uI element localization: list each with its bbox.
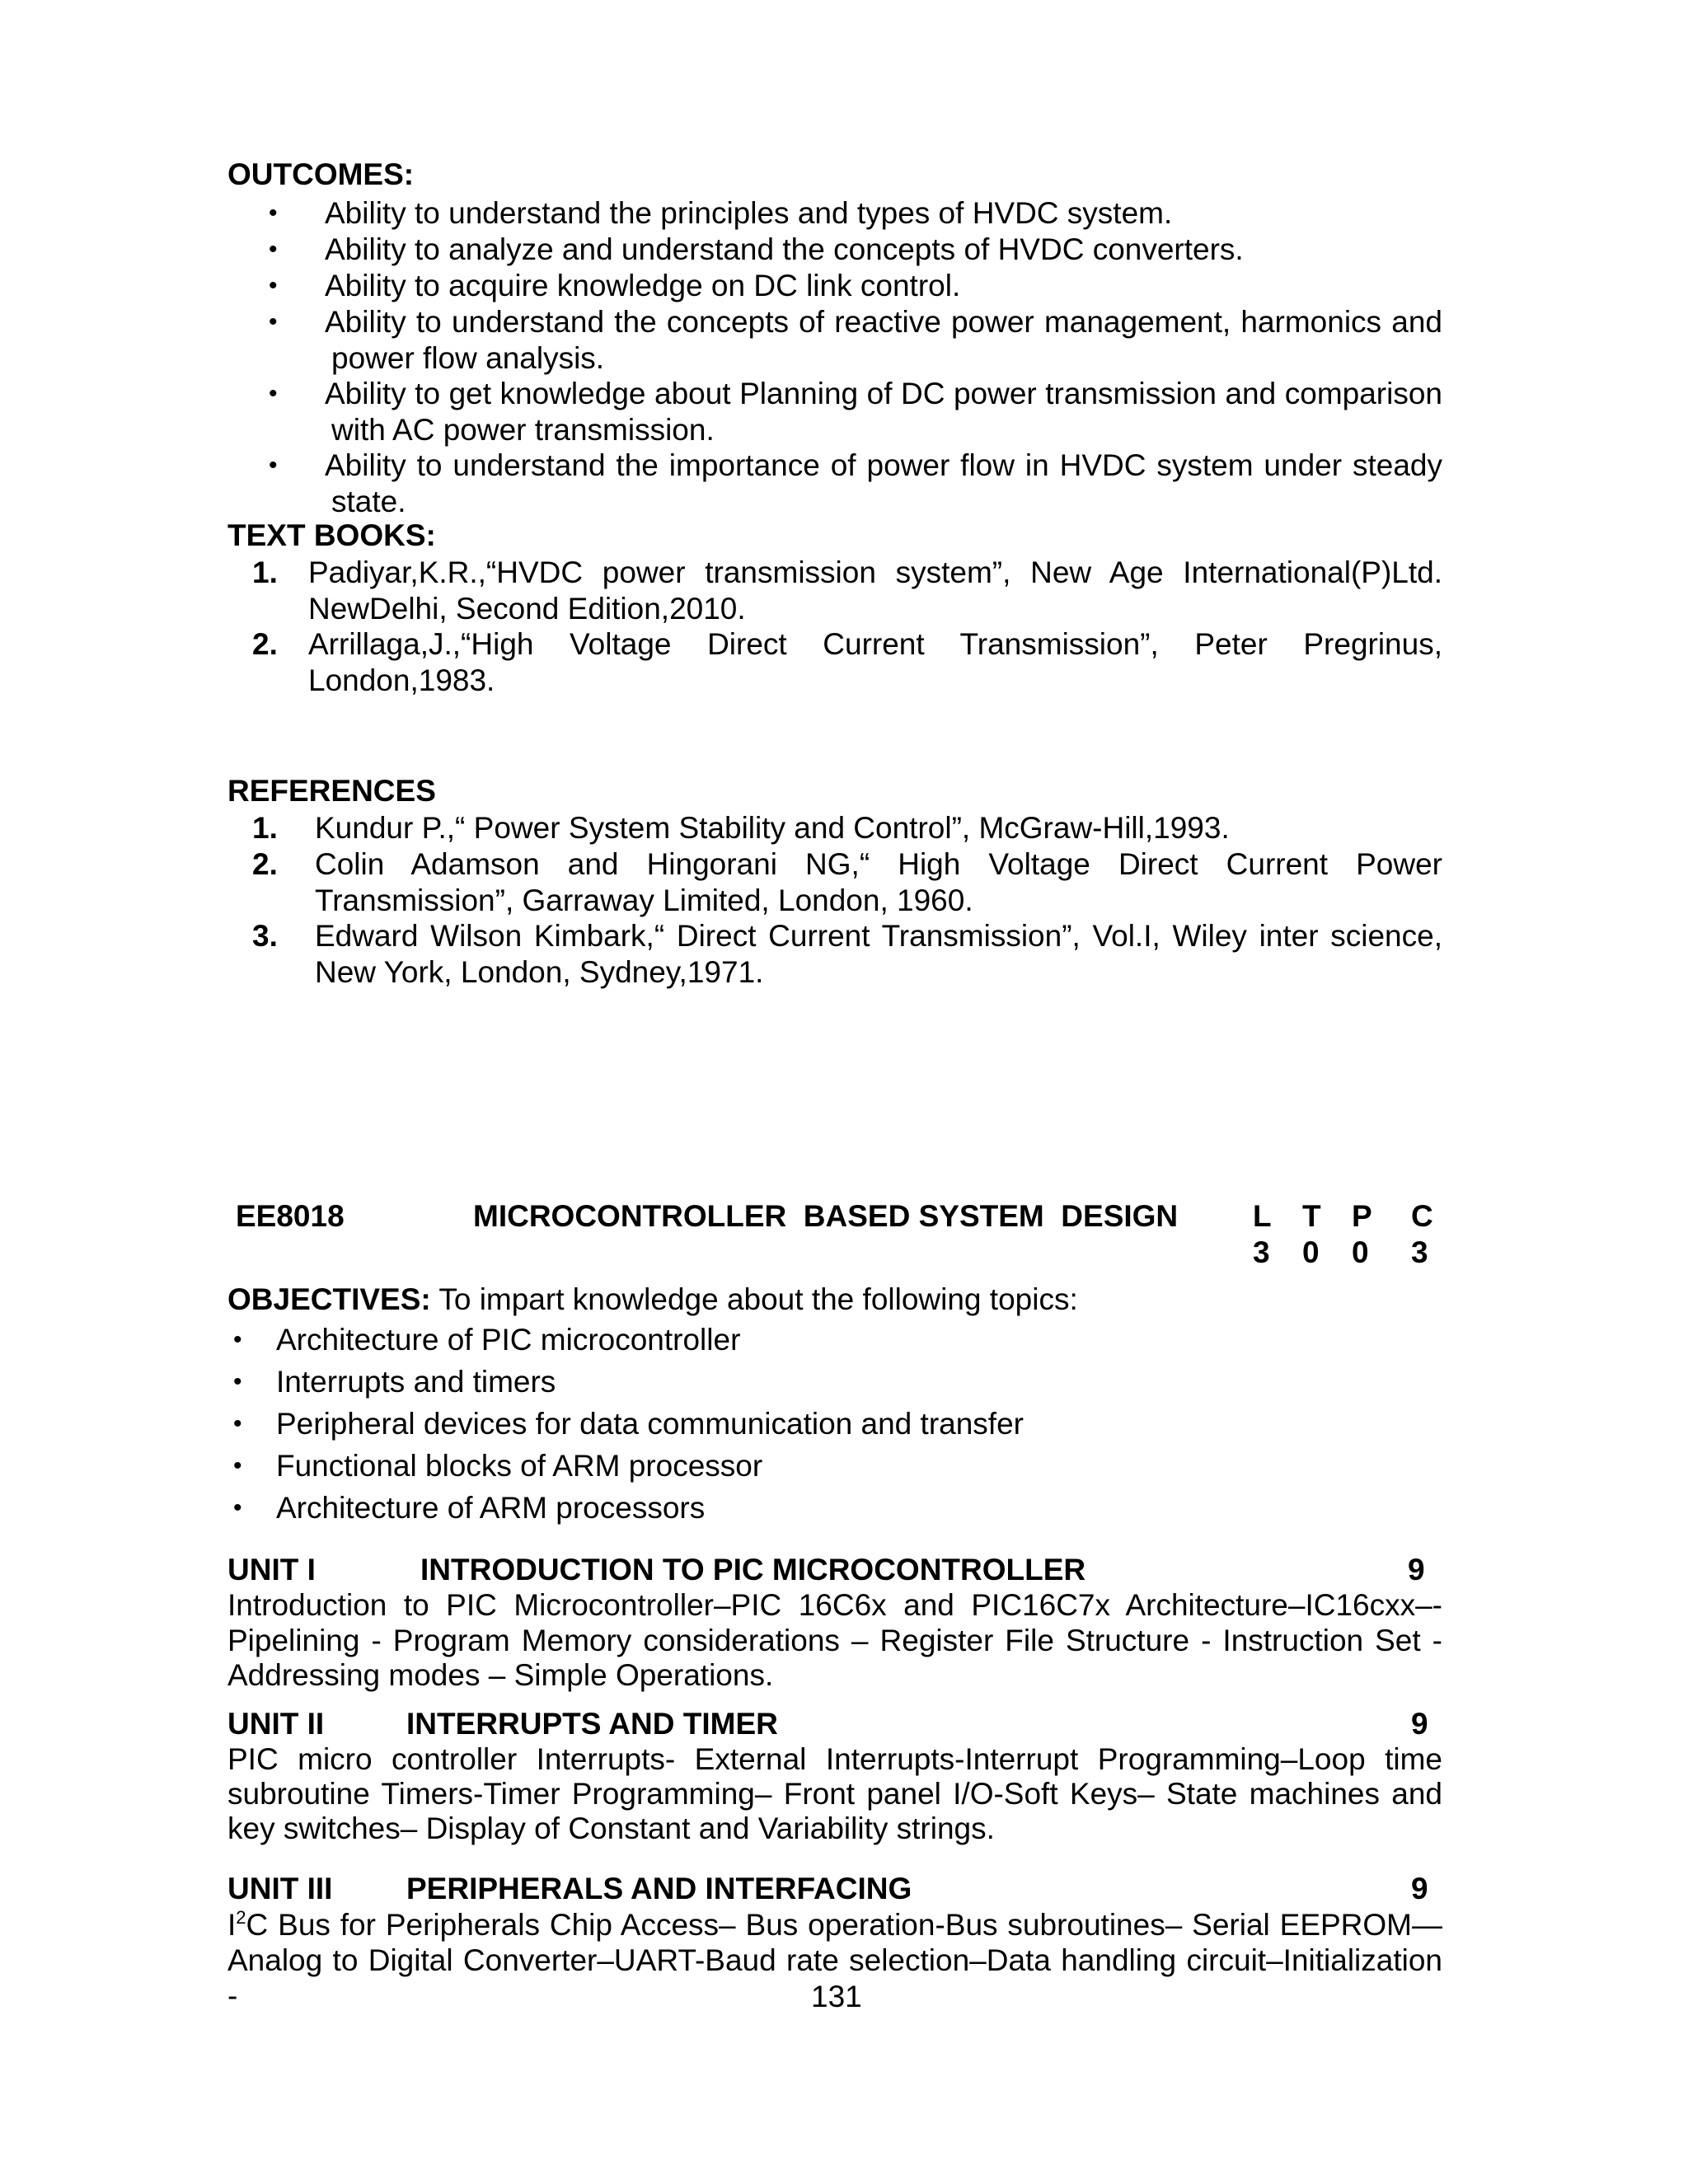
unit-hours: 9 (1408, 1553, 1425, 1586)
outcome-item: Ability to understand the principles and types of HVDC system. (325, 196, 1173, 230)
unit-hours: 9 (1411, 1872, 1428, 1905)
bullet-icon: • (269, 308, 278, 335)
text-books-heading: TEXT BOOKS: (227, 518, 436, 552)
page-number: 131 (811, 1980, 862, 2013)
reference-line2: Transmission”, Garraway Limited, London, 1960. (315, 883, 973, 917)
bullet-icon: • (269, 272, 278, 299)
unit-label: UNIT III (227, 1872, 333, 1905)
list-number: 1. (252, 555, 278, 589)
unit-text-line: Addressing modes – Simple Operations. (227, 1658, 774, 1692)
unit-title: INTERRUPTS AND TIMER (406, 1707, 778, 1741)
bullet-icon: • (233, 1494, 242, 1521)
unit-text-rest: C Bus for Peripherals Chip Access– Bus operation-Bus subroutines– Serial EEPROM— (246, 1908, 1442, 1942)
objectives-line (227, 1282, 1078, 1317)
reference-line2: New York, London, Sydney,1971. (315, 955, 764, 989)
outcome-item-line1: Ability to understand the importance of power flow in HVDC system under steady (325, 448, 1442, 482)
text-book-line1: Arrillaga,J.,“High Voltage Direct Current Transmission”, Peter Pregrinus, (308, 627, 1442, 661)
outcome-item: Ability to analyze and understand the concepts of HVDC converters. (325, 232, 1244, 266)
ltpc-value-c: 3 (1411, 1235, 1428, 1269)
unit-text-line: Introduction to PIC Microcontroller–PIC 16C6x and PIC16C7x Architecture–IC16cxx–- (227, 1588, 1442, 1622)
ltpc-label-t: T (1302, 1199, 1321, 1233)
unit-text-line: key switches– Display of Constant and Variability strings. (227, 1811, 995, 1845)
unit-title: PERIPHERALS AND INTERFACING (406, 1872, 912, 1905)
course-title: MICROCONTROLLER BASED SYSTEM DESIGN (473, 1199, 1179, 1233)
ltpc-value-t: 0 (1302, 1235, 1320, 1269)
course-code: EE8018 (236, 1199, 345, 1233)
outcomes-heading: OUTCOMES: (227, 157, 415, 191)
text-book-line2: NewDelhi, Second Edition,2010. (308, 592, 746, 626)
outcome-item-line1: Ability to understand the concepts of reactive power management, harmonics and (325, 305, 1442, 339)
outcome-item: Ability to acquire knowledge on DC link control. (325, 269, 961, 302)
references-heading: REFERENCES (227, 774, 436, 808)
unit-text-line: Pipelining - Program Memory considerations – Register File Structure - Instruction Set - (227, 1624, 1442, 1657)
text-book-line2: London,1983. (308, 663, 495, 697)
ltpc-label-p: P (1352, 1199, 1372, 1233)
unit-label: UNIT I (227, 1553, 316, 1586)
bullet-icon: • (269, 199, 278, 227)
unit-text-line: Analog to Digital Converter–UART-Baud rate selection–Data handling circuit–Initialization - (227, 1943, 1442, 2013)
list-number: 1. (252, 811, 278, 845)
ltpc-label-l: L (1253, 1199, 1272, 1233)
bullet-icon: • (233, 1368, 242, 1395)
unit-title: INTRODUCTION TO PIC MICROCONTROLLER (420, 1553, 1086, 1586)
outcome-item-line2: state. (331, 485, 406, 518)
bullet-icon: • (269, 236, 278, 263)
list-number: 2. (252, 627, 278, 661)
text-book-line1: Padiyar,K.R.,“HVDC power transmission system”, New Age International(P)Ltd. (308, 555, 1442, 589)
objectives-heading: OBJECTIVES: (227, 1282, 431, 1316)
reference-line1: Edward Wilson Kimbark,“ Direct Current Transmission”, Vol.I, Wiley inter science, (315, 919, 1442, 953)
unit-label: UNIT II (227, 1707, 325, 1741)
objective-item: Architecture of PIC microcontroller (276, 1323, 741, 1357)
objective-item: Peripheral devices for data communication and transfer (276, 1407, 1024, 1441)
i2c-term: $I^2$ (227, 1907, 246, 1942)
outcome-item-line1: Ability to get knowledge about Planning of DC power transmission and comparison (325, 377, 1442, 410)
objectives-intro: To impart knowledge about the following topics: (430, 1282, 1078, 1316)
list-number: 2. (252, 847, 278, 881)
objective-item: Architecture of ARM processors (276, 1491, 706, 1525)
bullet-icon: • (233, 1452, 242, 1479)
unit-text-line (227, 1907, 1442, 1943)
outcome-item-line2: with AC power transmission. (331, 413, 715, 447)
ltpc-value-l: 3 (1253, 1235, 1270, 1269)
outcome-item-line2: power flow analysis. (331, 341, 605, 375)
ltpc-label-c: C (1411, 1199, 1433, 1233)
reference-line1: Kundur P.,“ Power System Stability and Control”, McGraw-Hill,1993. (315, 811, 1230, 845)
bullet-icon: • (269, 380, 278, 407)
bullet-icon: • (269, 452, 278, 479)
reference-line1: Colin Adamson and Hingorani NG,“ High Voltage Direct Current Power (315, 847, 1442, 881)
list-number: 3. (252, 919, 278, 953)
objective-item: Interrupts and timers (276, 1365, 556, 1399)
unit-text-line: subroutine Timers-Timer Programming– Front panel I/O-Soft Keys– State machines and (227, 1777, 1442, 1811)
unit-hours: 9 (1411, 1707, 1428, 1741)
unit-text-line: PIC micro controller Interrupts- External Interrupts-Interrupt Programming–Loop time (227, 1742, 1442, 1776)
bullet-icon: • (233, 1326, 242, 1353)
bullet-icon: • (233, 1410, 242, 1437)
ltpc-value-p: 0 (1352, 1235, 1369, 1269)
objective-item: Functional blocks of ARM processor (276, 1449, 763, 1483)
